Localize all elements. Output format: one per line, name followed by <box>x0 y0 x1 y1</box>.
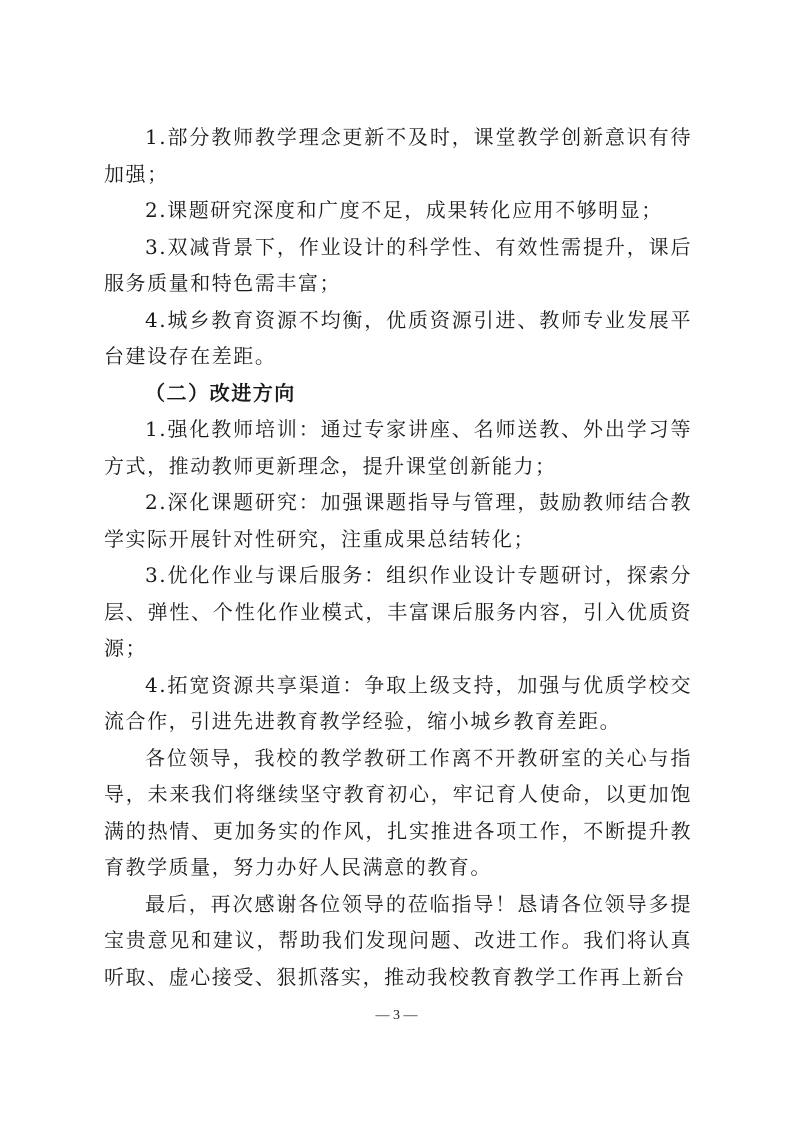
paragraph-problem-3: 3.双减背景下，作业设计的科学性、有效性需提升，课后服务质量和特色需丰富； <box>104 234 692 295</box>
paragraph-problem-4: 4.城乡教育资源不均衡，优质资源引进、教师专业发展平台建设存在差距。 <box>104 307 692 368</box>
paragraph-problem-1: 1.部分教师教学理念更新不及时，课堂教学创新意识有待加强； <box>104 125 692 186</box>
paragraph-improvement-2: 2.深化课题研究：加强课题指导与管理，鼓励教师结合教学实际开展针对性研究，注重成果总结转化； <box>104 490 692 551</box>
paragraph-closing-leaders: 各位领导，我校的教学教研工作离不开教研室的关心与指导，未来我们将继续坚守教育初心，牢记育人使命，以更加饱满的热情、更加务实的作风，扎实推进各项工作，不断提升教育教学质量，努力办好人民满意的教育。 <box>104 745 692 879</box>
paragraph-closing-thanks: 最后，再次感谢各位领导的莅临指导！恳请各位领导多提宝贵意见和建议，帮助我们发现问题、改进工作。我们将认真听取、虚心接受、狠抓落实，推动我校教育教学工作再上新台 <box>104 891 692 989</box>
paragraph-improvement-3: 3.优化作业与课后服务：组织作业设计专题研讨，探索分层、弹性、个性化作业模式，丰富课后服务内容，引入优质资源； <box>104 563 692 660</box>
paragraph-improvement-1: 1.强化教师培训：通过专家讲座、名师送教、外出学习等方式，推动教师更新理念，提升课堂创新能力； <box>104 417 692 478</box>
page-number: — 3 — <box>375 1008 418 1023</box>
paragraph-problem-2: 2.课题研究深度和广度不足，成果转化应用不够明显； <box>145 198 663 222</box>
paragraph-improvement-4: 4.拓宽资源共享渠道：争取上级支持，加强与优质学校交流合作，引进先进教育教学经验，缩小城乡教育差距。 <box>104 672 692 733</box>
document-body <box>104 119 692 995</box>
section-heading-improvement: （二）改进方向 <box>145 380 296 405</box>
